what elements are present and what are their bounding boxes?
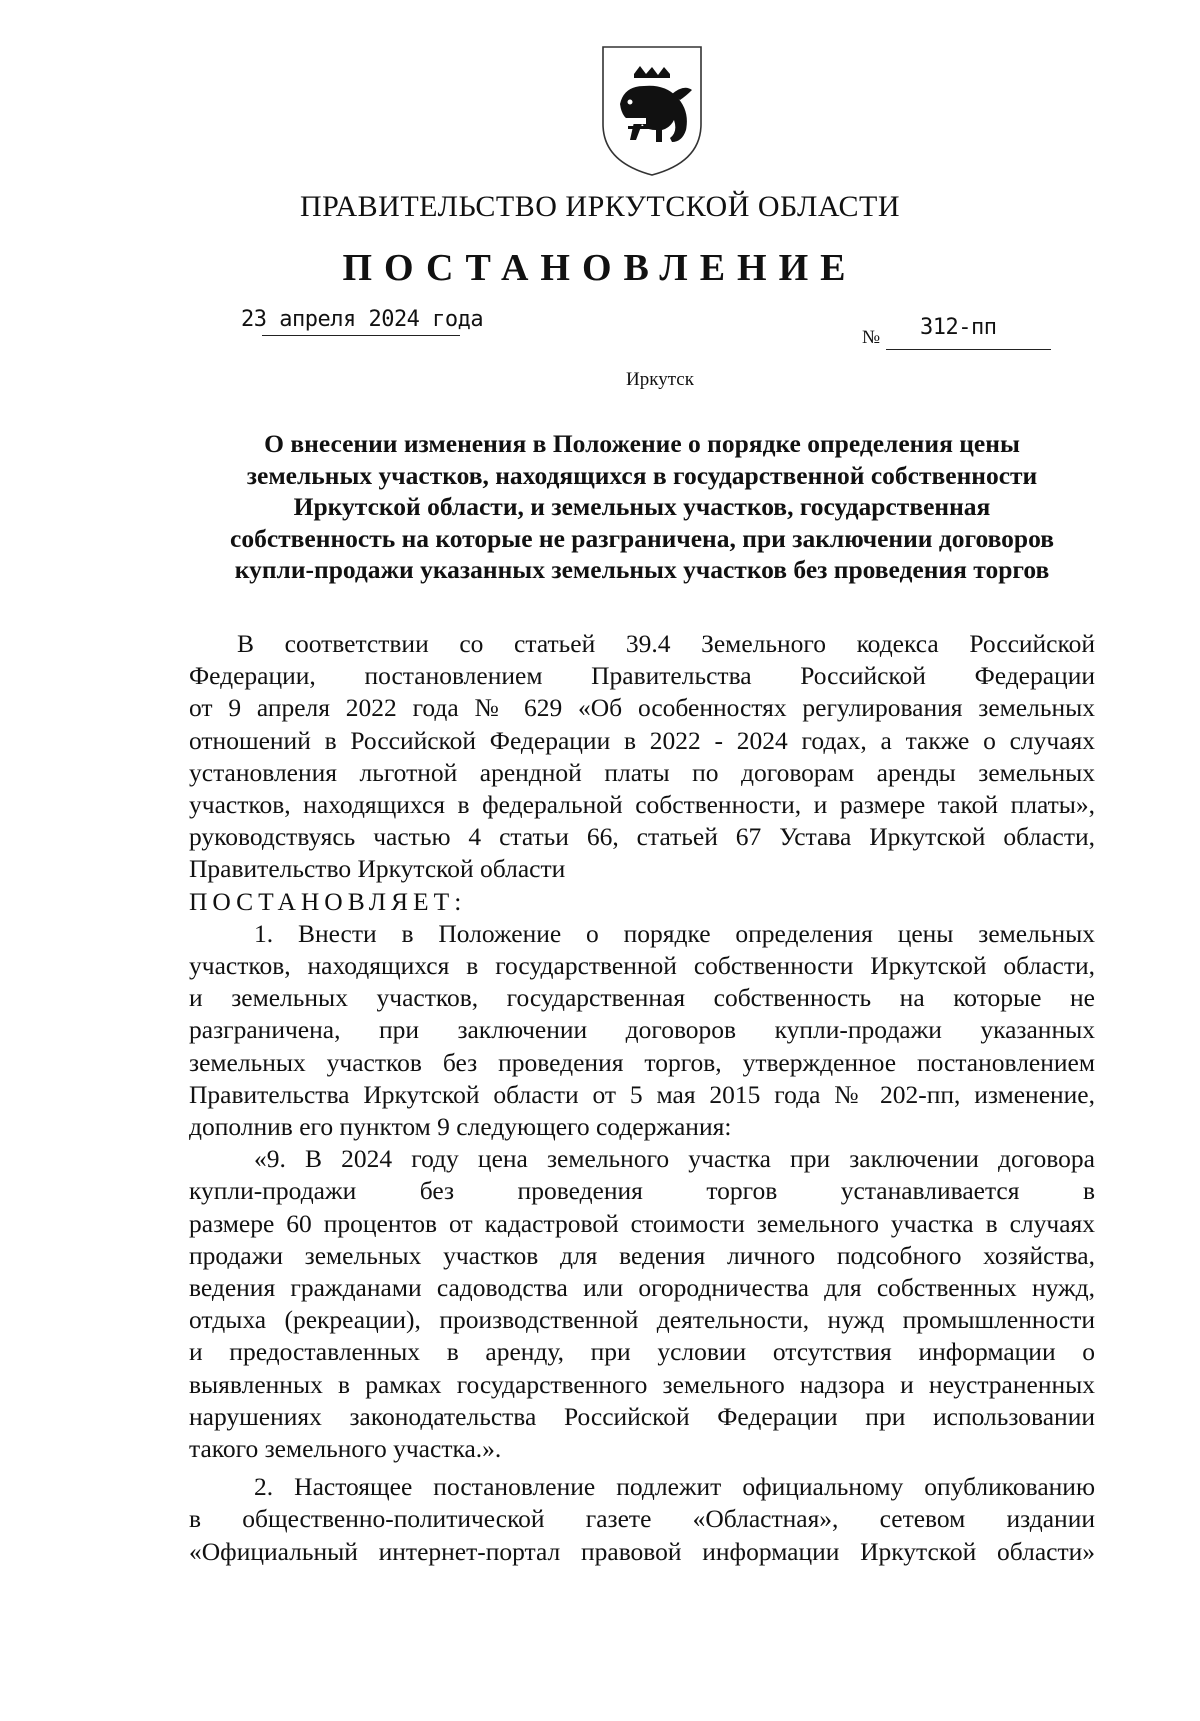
number-sign: № (862, 327, 881, 348)
body-line: размере 60 процентов от кадастровой стоимости земельного участка в случаях (189, 1208, 1095, 1238)
subject-line: купли-продажи указанных земельных участков без проведения торгов (234, 555, 1050, 584)
body-line: земельных участков без проведения торгов, утвержденное постановлением (189, 1047, 1095, 1077)
subject-line: Иркутской области, и земельных участков, государственная (293, 492, 991, 521)
body-line: разграничена, при заключении договоров купли-продажи указанных (189, 1015, 1095, 1045)
body-line: 1. Внести в Положение о порядке определения цены земельных (254, 918, 1095, 948)
body-line: «9. В 2024 году цена земельного участка при заключении договора (254, 1144, 1095, 1174)
date-underline (262, 335, 460, 336)
body-line: Правительства Иркутской области от 5 мая 2015 года № 202-пп, изменение, (189, 1079, 1095, 1109)
body-line: продажи земельных участков для ведения личного подсобного хозяйства, (189, 1240, 1095, 1270)
body-line: выявленных в рамках государственного земельного надзора и неустраненных (189, 1369, 1095, 1399)
body-line: нарушениях законодательства Российской Федерации при использовании (189, 1401, 1095, 1431)
document-subject (190, 428, 1094, 586)
body-line: «Официальный интернет-портал правовой информации Иркутской области» (189, 1536, 1095, 1566)
document-number: 312-пп (920, 315, 997, 340)
subject-line: земельных участков, находящихся в государственной собственности (246, 460, 1038, 490)
document-body (189, 628, 1095, 1568)
organization-title: ПРАВИТЕЛЬСТВО ИРКУТСКОЙ ОБЛАСТИ (299, 190, 901, 223)
resolution-keyword: ПОСТАНОВЛЯЕТ: (189, 886, 467, 916)
subject-line: собственность на которые не разграничена, при заключении договоров (230, 523, 1054, 553)
subject-line: О внесении изменения в Положение о порядке определения цены (264, 429, 1020, 458)
body-line: и земельных участков, государственная собственность на которые не (189, 983, 1095, 1013)
body-line: руководствуясь частью 4 статьи 66, статьей 67 Устава Иркутской области, (189, 822, 1095, 852)
body-line: от 9 апреля 2022 года № 629 «Об особенностях регулирования земельных (189, 693, 1095, 723)
body-line: купли-продажи без проведения торгов устанавливается в (189, 1176, 1095, 1206)
document-kind-heading: ПОСТАНОВЛЕНИЕ (342, 247, 858, 289)
document-city: Иркутск (626, 369, 694, 390)
body-line: отдыха (рекреации), производственной деятельности, нужд промышленности (189, 1305, 1095, 1335)
body-line: и предоставленных в аренду, при условии отсутствия информации о (189, 1337, 1095, 1367)
body-line: установления льготной арендной платы по договорам аренды земельных (189, 757, 1095, 787)
body-line: участков, находящихся в федеральной собственности, и размере такой платы», (189, 790, 1095, 820)
body-line: Федерации, постановлением Правительства Российской Федерации (189, 661, 1095, 691)
body-line: ведения гражданами садоводства или огородничества для собственных нужд, (189, 1273, 1095, 1303)
document-date: 23 апреля 2024 года (241, 307, 484, 332)
irkutsk-coat-of-arms-icon (600, 44, 704, 178)
body-line: отношений в Российской Федерации в 2022 - 2024 годах, а также о случаях (189, 725, 1095, 755)
body-line: Правительство Иркутской области (189, 854, 566, 884)
body-line: дополнив его пунктом 9 следующего содержания: (189, 1112, 732, 1142)
body-line: 2. Настоящее постановление подлежит официальному опубликованию (254, 1472, 1095, 1502)
number-underline (886, 349, 1051, 350)
body-line: в общественно-политической газете «Областная», сетевом издании (189, 1504, 1095, 1534)
body-line: В соответствии со статьей 39.4 Земельного кодекса Российской (237, 629, 1095, 658)
body-line: участков, находящихся в государственной собственности Иркутской области, (189, 951, 1095, 981)
body-line: такого земельного участка.». (189, 1434, 502, 1464)
